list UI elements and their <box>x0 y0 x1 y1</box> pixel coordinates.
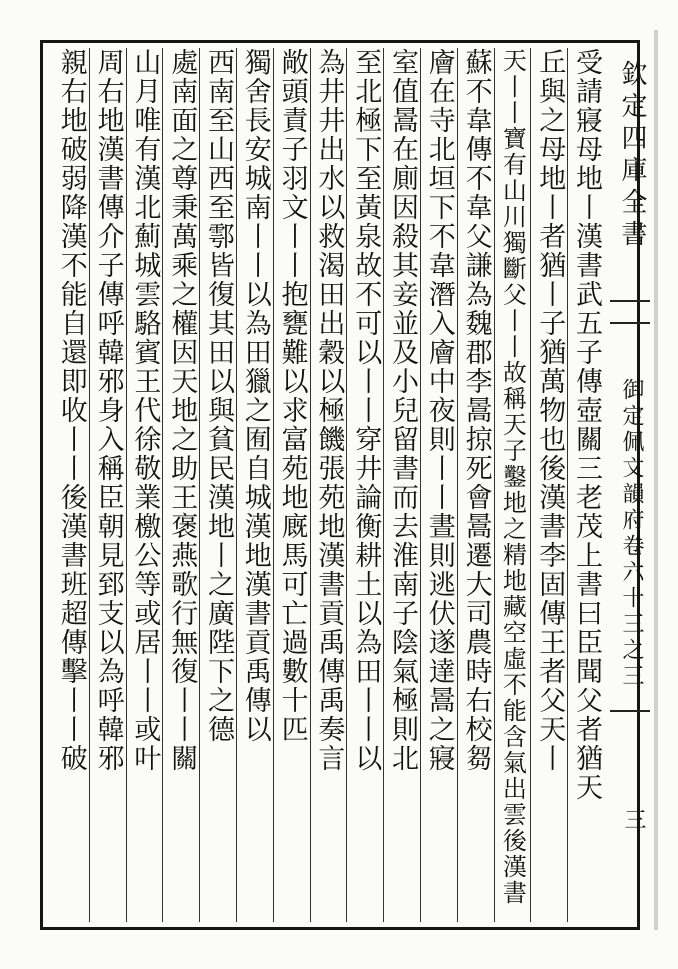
column-text: 室值暠在廁因殺其妾並及小兒留書而去淮南子陰氣極則北 <box>386 48 418 773</box>
column-text: 親右地破弱降漢不能自還即收丨丨後漢書班超傳擊丨丨破 <box>55 48 87 773</box>
book-title: 欽定四庫全書 <box>617 60 647 252</box>
column-text: 敞頭責子羽文丨丨抱甕難以求富苑地廐馬可亡過數十匹 <box>276 48 308 744</box>
column-rule <box>89 48 90 922</box>
column-text: 處南面之尊秉萬乘之權因天地之助王褒燕歌行無復丨丨關 <box>166 48 198 773</box>
text-column <box>310 48 347 928</box>
text-column <box>567 48 604 928</box>
text-column <box>273 48 310 928</box>
text-column <box>530 48 567 928</box>
text-column <box>346 48 383 928</box>
text-column <box>52 48 89 928</box>
fishtail-mark <box>610 300 650 324</box>
text-column <box>236 48 273 928</box>
text-column <box>383 48 420 928</box>
column-text: 西南至山西至鄠皆復其田以與貧民漢地丨之廣陛下之德 <box>202 48 234 744</box>
volume-subtitle: 御定佩文韻府卷六十三之三 <box>619 378 644 690</box>
column-rule <box>236 48 237 922</box>
column-text: 廥在寺北垣下不韋潛入廥中夜則丨丨晝則逃伏遂達暠之寢 <box>423 48 455 773</box>
text-column <box>199 48 236 928</box>
text-column <box>162 48 199 928</box>
column-text: 天丨丨寶有山川獨斷父丨丨故稱天子鑿地之精地藏空虛不能含氣出雲後漢書 <box>498 48 527 906</box>
column-rule <box>420 48 421 922</box>
column-text: 周右地漢書傳介子傳呼韓邪身入稱臣朝見郅支以為呼韓邪 <box>92 48 124 773</box>
column-text: 受請寢母地丨漢書武五子傳壺關三老茂上書曰臣聞父者猶天 <box>570 48 602 802</box>
text-column <box>89 48 126 928</box>
column-text: 至北極下至黃泉故不可以丨丨穿井論衡耕土以為田丨丨以 <box>350 48 382 773</box>
column-rule <box>457 48 458 922</box>
column-text: 蘇不韋傳不韋父謙為魏郡李暠掠死會暠遷大司農時右校芻 <box>460 48 492 773</box>
lower-fishtail-mark <box>610 710 650 726</box>
column-rule <box>310 48 311 922</box>
text-column <box>126 48 163 928</box>
column-rule <box>199 48 200 922</box>
text-column <box>494 48 531 928</box>
page-spine-shadow <box>654 30 658 930</box>
column-text: 為井井出水以救渴田出穀以極饑張苑地漢書貢禹傳禹奏言 <box>313 48 345 773</box>
text-column <box>457 48 494 928</box>
margin-column <box>606 48 652 920</box>
column-rule <box>530 48 531 922</box>
column-rule <box>273 48 274 922</box>
column-rule <box>162 48 163 922</box>
column-text: 山月唯有漢北薊城雲駱賓王代徐敬業檄公等或居丨丨或叶 <box>129 48 161 773</box>
page-number: 三 <box>621 808 646 830</box>
text-column <box>420 48 457 928</box>
column-text: 丘與之母地丨者猶丨子猶萬物也後漢書李固傳王者父天丨 <box>534 48 566 773</box>
column-rule <box>346 48 347 922</box>
column-rule <box>567 48 568 922</box>
column-rule <box>383 48 384 922</box>
column-rule <box>126 48 127 922</box>
column-text: 獨舍長安城南丨丨以為田獵之囿自城漢地漢書貢禹傳以 <box>239 48 271 744</box>
column-rule <box>494 48 495 922</box>
